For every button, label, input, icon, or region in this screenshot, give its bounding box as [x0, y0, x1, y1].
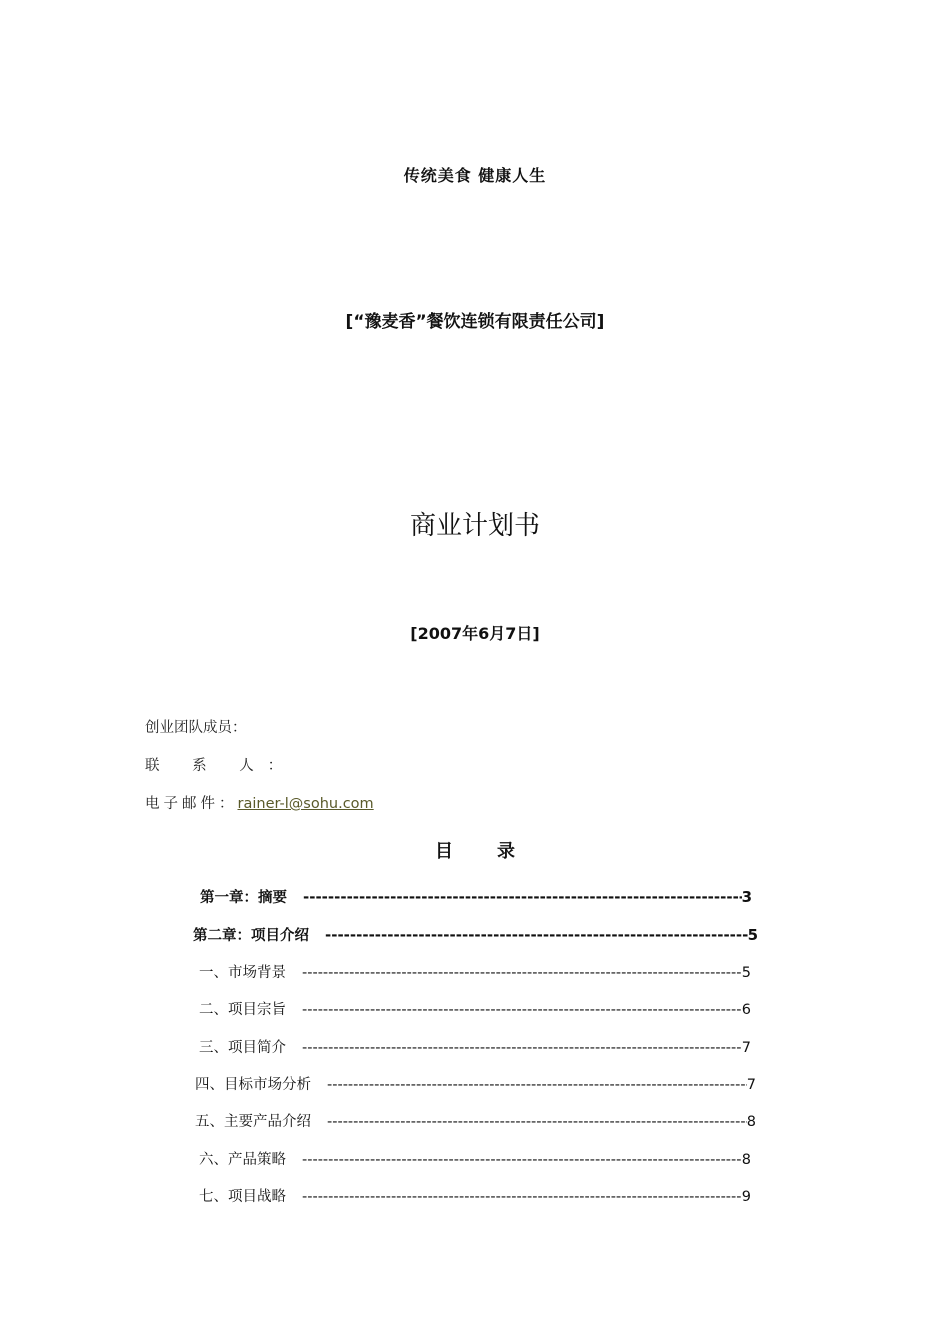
email-line [145, 792, 374, 813]
toc-entry-page: 5 [741, 965, 751, 981]
document-title: 商业计划书 [409, 511, 540, 541]
company-name: [“豫麦香”餐饮连锁有限责任公司] [345, 312, 605, 332]
toc-title-right: 录 [497, 841, 515, 862]
toc-entry[interactable] [199, 961, 751, 982]
toc-leader [302, 965, 742, 981]
toc-leader [302, 1189, 742, 1205]
email-label: 电子邮件： [145, 796, 238, 812]
toc-entry-page: 8 [741, 1152, 751, 1168]
toc-entry-page: 5 [747, 926, 758, 944]
toc-entry[interactable] [200, 886, 752, 907]
contact-person-label: 联 系 人： [145, 758, 297, 774]
toc-entry-page: 7 [741, 1040, 751, 1056]
toc-leader [327, 1114, 747, 1130]
toc-entry-page: 9 [741, 1189, 751, 1205]
toc-entry[interactable] [193, 924, 758, 945]
team-members-label: 创业团队成员： [145, 720, 247, 736]
toc-leader [302, 1152, 742, 1168]
toc-title [0, 837, 950, 863]
contact-person-line [145, 754, 296, 775]
toc-entry-label: 第二章：项目介绍 [193, 928, 309, 944]
toc-leader [327, 1077, 747, 1093]
toc-entry-label: 一、市场背景 [199, 965, 286, 981]
toc-entry[interactable] [199, 1036, 751, 1057]
toc-entry-label: 五、主要产品介绍 [195, 1114, 311, 1130]
toc-leader [325, 926, 748, 944]
document-date: [2007年6月7日] [410, 624, 540, 643]
toc-entry[interactable] [195, 1073, 756, 1094]
toc-entry-page: 8 [746, 1114, 756, 1130]
toc-entry-label: 三、项目简介 [199, 1040, 286, 1056]
toc-entry-label: 第一章：摘要 [200, 890, 287, 906]
slogan: 传统美食 健康人生 [403, 166, 547, 185]
toc-leader [303, 888, 742, 906]
toc-leader [302, 1040, 742, 1056]
toc-entry-label: 四、目标市场分析 [195, 1077, 311, 1093]
email-link[interactable]: rainer-l@sohu.com [237, 796, 374, 812]
toc-entry[interactable] [195, 1110, 756, 1131]
toc-entry[interactable] [199, 1185, 751, 1206]
toc-entry-label: 六、产品策略 [199, 1152, 286, 1168]
toc-title-left: 目 [435, 841, 453, 862]
toc-entry-page: 6 [741, 1002, 751, 1018]
toc-entry-label: 二、项目宗旨 [199, 1002, 286, 1018]
toc-entry-page: 3 [741, 888, 752, 906]
team-members-line [145, 716, 247, 737]
toc-leader [302, 1002, 742, 1018]
toc-entry-page: 7 [746, 1077, 756, 1093]
toc-entry[interactable] [199, 998, 751, 1019]
toc-entry-label: 七、项目战略 [199, 1189, 286, 1205]
toc-entry[interactable] [199, 1148, 751, 1169]
